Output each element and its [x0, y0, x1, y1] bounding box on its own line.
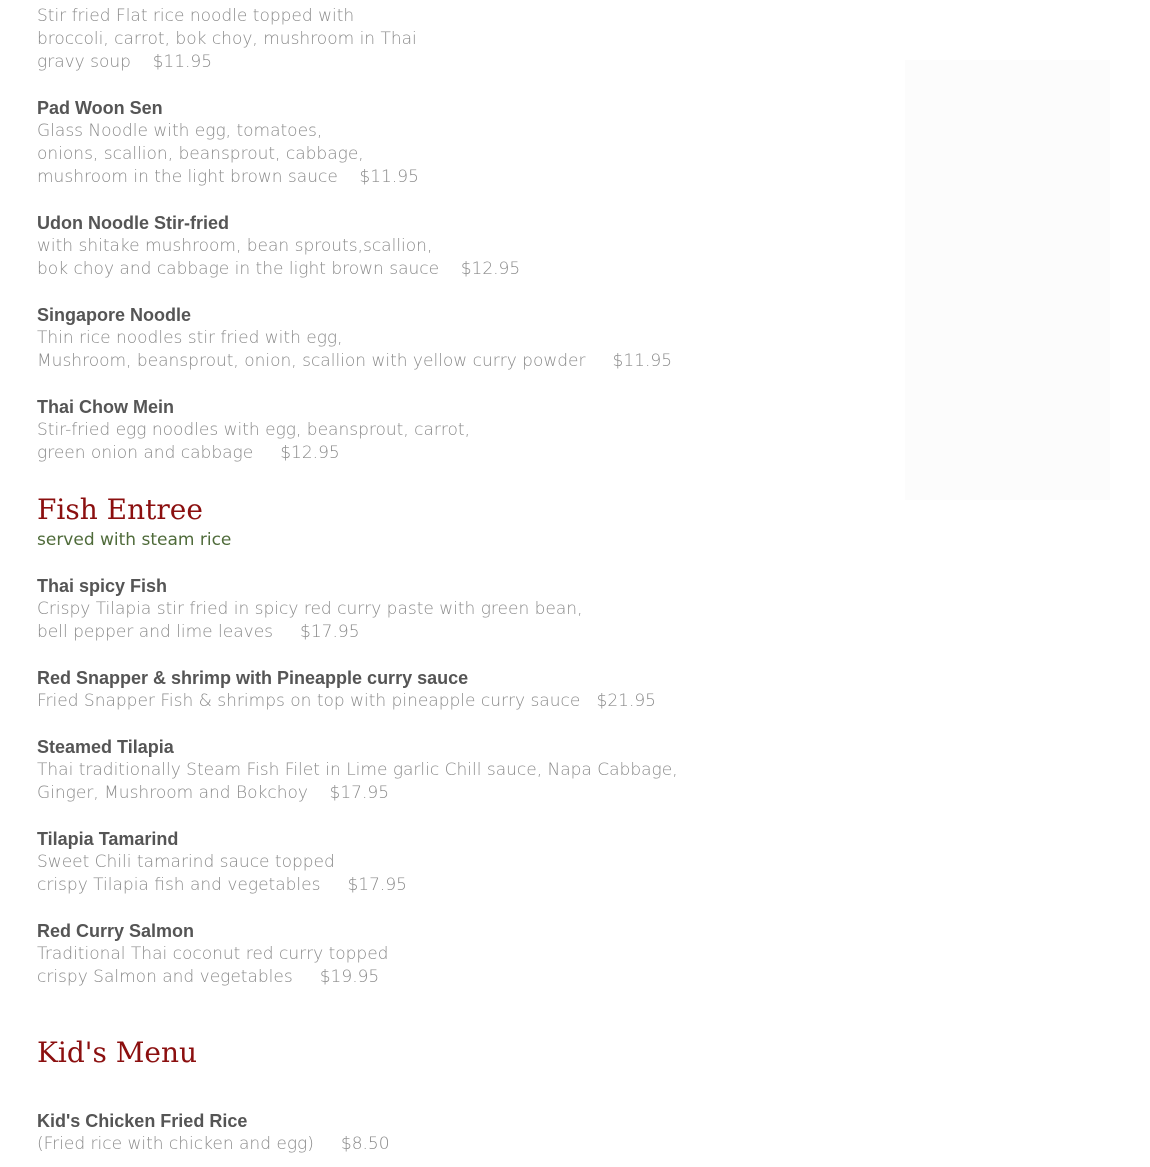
menu-item [37, 304, 797, 373]
menu-item [37, 575, 797, 644]
background-watermark [905, 60, 1110, 500]
description-line: bok choy and cabbage in the light brown sauce $12.95 [37, 259, 521, 279]
section-title-fish: Fish Entree [37, 493, 203, 526]
description-line: gravy soup $11.95 [37, 52, 213, 72]
description-line: (Fried rice with chicken and egg) $8.50 [37, 1134, 390, 1154]
menu-item-name: Pad Woon Sen [37, 98, 163, 118]
menu-item-name: Singapore Noodle [37, 305, 192, 325]
description-line: crispy Tilapia fish and vegetables $17.95 [37, 875, 407, 895]
intro-item-description [37, 5, 797, 74]
description-line: Ginger, Mushroom and Bokchoy $17.95 [37, 783, 390, 803]
section-subtitle-fish: served with steam rice [37, 530, 232, 550]
description-line: Thin rice noodles stir fried with egg, [37, 328, 343, 348]
menu-item [37, 828, 797, 897]
menu-content [37, 5, 797, 1156]
menu-item [37, 97, 797, 189]
menu-item-name: Kid's Chicken Fried Rice [37, 1111, 248, 1131]
description-line: crispy Salmon and vegetables $19.95 [37, 967, 380, 987]
menu-item [37, 667, 797, 713]
description-line: Fried Snapper Fish & shrimps on top with pineapple curry sauce $21.95 [37, 691, 656, 711]
description-line: mushroom in the light brown sauce $11.95 [37, 167, 419, 187]
description-line: Stir-fried egg noodles with egg, beansprout, carrot, [37, 420, 470, 440]
description-line: Sweet Chili tamarind sauce topped [37, 852, 335, 872]
description-line: bell pepper and lime leaves $17.95 [37, 622, 360, 642]
menu-item [37, 396, 797, 465]
description-line: onions, scallion, beansprout, cabbage, [37, 144, 364, 164]
menu-item [37, 1110, 797, 1156]
menu-item [37, 736, 797, 805]
description-line: broccoli, carrot, bok choy, mushroom in Thai [37, 29, 417, 49]
menu-item-name: Steamed Tilapia [37, 737, 174, 757]
description-line: Traditional Thai coconut red curry topped [37, 944, 389, 964]
menu-item-name: Red Curry Salmon [37, 921, 195, 941]
description-line: with shitake mushroom, bean sprouts,scallion, [37, 236, 433, 256]
menu-item-name: Udon Noodle Stir-fried [37, 213, 229, 233]
menu-item-name: Red Snapper & shrimp with Pineapple curry sauce [37, 668, 469, 688]
menu-item-name: Thai spicy Fish [37, 576, 168, 596]
description-line: green onion and cabbage $12.95 [37, 443, 340, 463]
description-line: Stir fried Flat rice noodle topped with [37, 6, 355, 26]
section-title-kids: Kid's Menu [37, 1036, 198, 1069]
menu-item [37, 212, 797, 281]
description-line: Thai traditionally Steam Fish Filet in Lime garlic Chill sauce, Napa Cabbage, [37, 760, 678, 780]
menu-item-name: Tilapia Tamarind [37, 829, 179, 849]
description-line: Glass Noodle with egg, tomatoes, [37, 121, 323, 141]
menu-item-name: Thai Chow Mein [37, 397, 174, 417]
description-line: Crispy Tilapia stir fried in spicy red curry paste with green bean, [37, 599, 583, 619]
description-line: Mushroom, beansprout, onion, scallion with yellow curry powder $11.95 [37, 351, 673, 371]
menu-item [37, 920, 797, 989]
